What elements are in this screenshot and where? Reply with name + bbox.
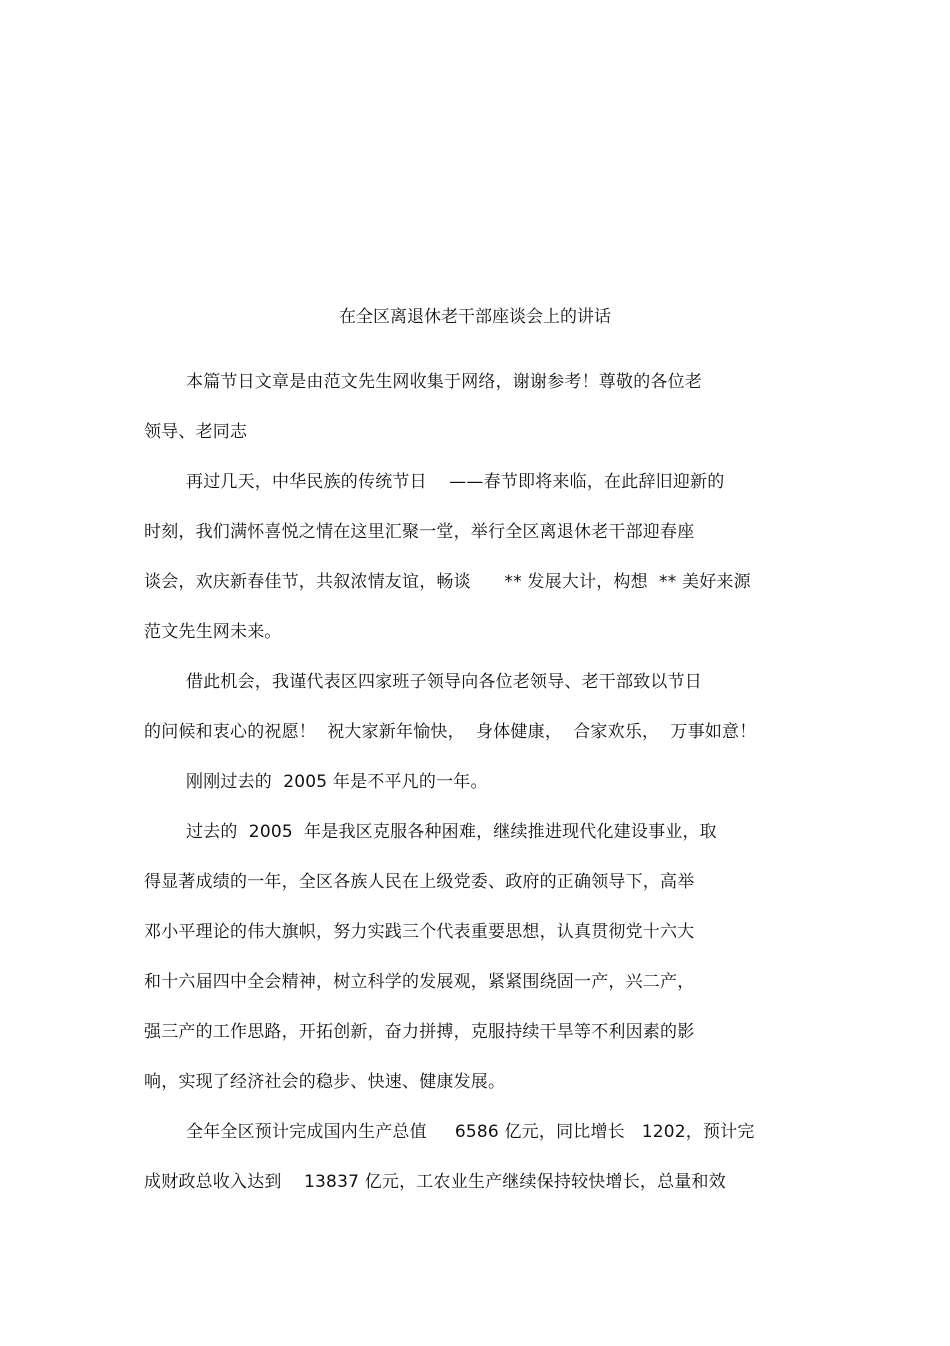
paragraph-line: 借此机会，我谨代表区四家班子领导向各位老领导、老干部致以节日 bbox=[186, 672, 702, 692]
paragraph-line: 的问候和衷心的祝愿！ 祝大家新年愉快， 身体健康， 合家欢乐， 万事如意！ bbox=[144, 722, 757, 742]
paragraph-line: 谈会，欢庆新春佳节，共叙浓情友谊，畅谈 ** 发展大计，构想 ** 美好来源 bbox=[144, 572, 751, 592]
paragraph-line: 和十六届四中全会精神，树立科学的发展观，紧紧围绕固一产，兴二产， bbox=[144, 972, 695, 992]
paragraph-line: 本篇节日文章是由范文先生网收集于网络，谢谢参考！尊敬的各位老 bbox=[186, 372, 702, 392]
document-title: 在全区离退休老干部座谈会上的讲话 bbox=[339, 307, 611, 327]
paragraph-line: 强三产的工作思路，开拓创新，奋力拼搏，克服持续干旱等不利因素的影 bbox=[144, 1022, 695, 1042]
paragraph-line: 全年全区预计完成国内生产总值 6586 亿元，同比增长 1202，预计完 bbox=[186, 1122, 755, 1142]
paragraph-line: 成财政总收入达到 13837 亿元，工农业生产继续保持较快增长，总量和效 bbox=[144, 1172, 726, 1192]
paragraph-line: 过去的 2005 年是我区克服各种困难，继续推进现代化建设事业，取 bbox=[186, 822, 717, 842]
paragraph-line: 领导、老同志 bbox=[144, 422, 248, 442]
paragraph-line: 邓小平理论的伟大旗帜，努力实践三个代表重要思想，认真贯彻党十六大 bbox=[144, 922, 695, 942]
paragraph-line: 得显著成绩的一年，全区各族人民在上级党委、政府的正确领导下，高举 bbox=[144, 872, 695, 892]
paragraph-line: 刚刚过去的 2005 年是不平凡的一年。 bbox=[186, 772, 488, 792]
paragraph-line: 范文先生网未来。 bbox=[144, 622, 282, 642]
paragraph-line: 再过几天，中华民族的传统节日 ——春节即将来临，在此辞旧迎新的 bbox=[186, 472, 725, 492]
paragraph-line: 响，实现了经济社会的稳步、快速、健康发展。 bbox=[144, 1072, 506, 1092]
paragraph-line: 时刻，我们满怀喜悦之情在这里汇聚一堂，举行全区离退休老干部迎春座 bbox=[144, 522, 695, 542]
